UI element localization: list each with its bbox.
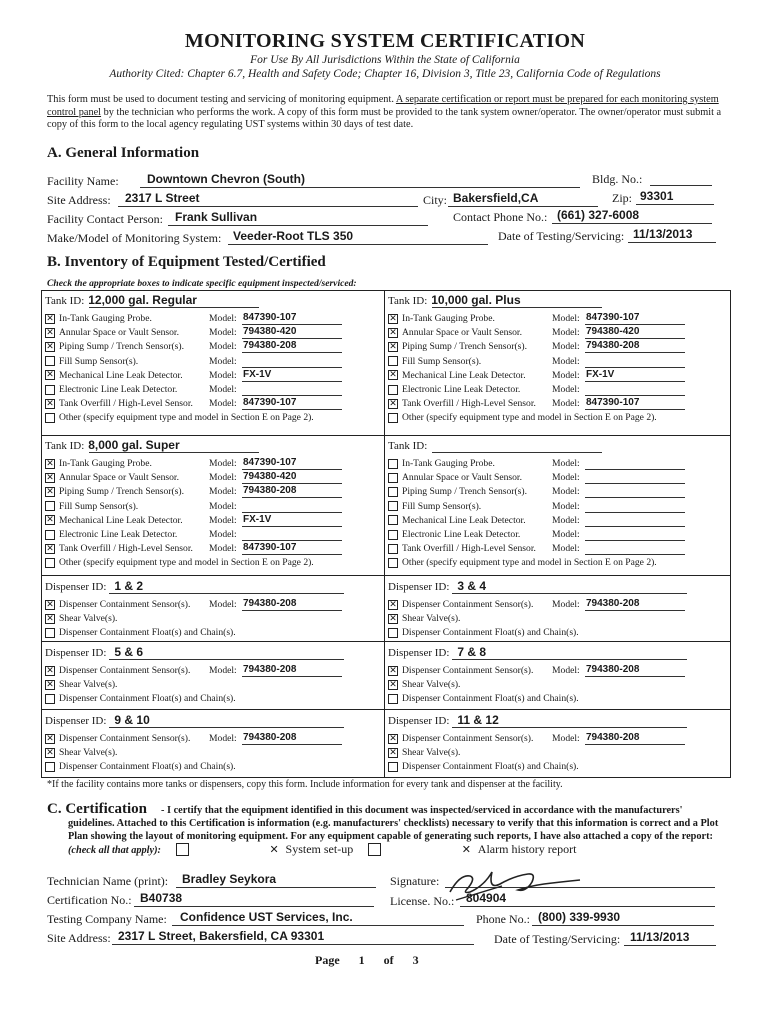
tank-item-row[interactable] [388,341,527,352]
option-alarm-history[interactable] [368,843,577,856]
checkbox-empty-icon[interactable] [45,530,55,540]
model-label: Model: [552,543,580,555]
checkbox-empty-icon[interactable] [388,459,398,469]
model-value[interactable]: 794380-208 [243,664,297,675]
tank-item-row[interactable] [45,327,179,338]
dispenser-item-label: Shear Valve(s). [59,679,118,690]
model-label: Model: [552,327,580,339]
dispenser-item-row[interactable] [388,733,533,744]
checkbox-checked-icon[interactable]: ✕ [46,327,54,338]
tank-item-label: In-Tank Gauging Probe. [59,458,152,469]
model-label: Model: [209,599,237,610]
tank-item-label: Fill Sump Sensor(s). [59,355,139,367]
model-label: Model: [552,733,580,744]
checkbox-checked-icon[interactable]: ✕ [46,599,54,610]
model-value[interactable]: 794380-420 [243,471,297,483]
tank-item-label: Fill Sump Sensor(s). [402,500,482,512]
checkbox-empty-icon[interactable] [45,356,55,366]
tank-item-row[interactable] [388,557,657,568]
dispenser-item-row[interactable] [45,761,236,772]
model-label: Model: [209,458,237,469]
tank-item-label: In-Tank Gauging Probe. [59,313,152,324]
company-phone-label: Phone No.: [476,912,530,926]
section-b-heading: B. Inventory of Equipment Tested/Certified [47,254,326,270]
model-label: Model: [552,500,580,512]
checkbox-checked-icon[interactable]: ✕ [389,665,397,676]
contact-phone-value[interactable]: (661) 327-6008 [557,208,640,222]
zip-label: Zip: [612,191,632,205]
facility-name-label: Facility Name: [47,174,119,188]
dispenser-item-row[interactable] [388,693,579,704]
dispenser-item-label: Dispenser Containment Sensor(s). [402,665,534,676]
model-label: Model: [552,398,580,410]
dispenser-id-value[interactable]: 11 & 12 [457,713,499,727]
tank-item-row[interactable] [45,313,152,324]
tank-id-value[interactable]: 10,000 gal. Plus [431,293,521,307]
tank-item-row[interactable] [388,543,536,554]
check-all-note: (check all that apply): [68,845,161,856]
checkbox-checked-icon[interactable]: ✕ [389,341,397,352]
model-label: Model: [552,458,580,469]
tank-item-label: Other (specify equipment type and model in Section E on Page 2). [59,557,314,569]
checkbox-empty-icon[interactable] [388,694,398,704]
tank-item-label: Other (specify equipment type and model in Section E on Page 2). [402,412,657,424]
city-value[interactable]: Bakersfield,CA [453,191,539,205]
model-value[interactable]: 847390-107 [586,312,640,323]
tank-id-label: Tank ID: [45,440,85,452]
tank-item-label: Tank Overfill / High-Level Sensor. [402,543,536,555]
model-value[interactable]: 847390-107 [243,397,297,409]
checkbox-checked-icon[interactable]: ✕ [389,747,397,758]
checkbox-checked-icon[interactable]: ✕ [46,341,54,352]
tank-item-label: Mechanical Line Leak Detector. [59,514,183,526]
tank-item-row[interactable] [388,313,495,324]
license-label: License. No.: [390,894,455,908]
dispenser-id-label: Dispenser ID: [388,715,450,727]
site-address-label: Site Address: [47,193,111,207]
checkbox-checked-icon[interactable]: ✕ [389,599,397,610]
checkbox-checked-icon[interactable]: ✕ [46,313,54,324]
tank-id-value[interactable]: 12,000 gal. Regular [88,293,197,307]
city-label: City: [423,193,448,207]
tank-item-label: Other (specify equipment type and model in Section E on Page 2). [59,412,314,424]
tank-id-1 [45,293,197,307]
facility-name-value[interactable]: Downtown Chevron (South) [147,172,305,186]
tank-item-label: Annular Space or Vault Sensor. [402,472,522,484]
checkbox-empty-icon[interactable] [388,385,398,395]
checkbox-checked-icon[interactable]: ✕ [46,472,54,483]
model-value[interactable]: 847390-107 [243,542,297,554]
tank-item-label: Fill Sump Sensor(s). [402,355,482,367]
page-number: 1 [358,953,365,967]
tank-id-value[interactable]: 8,000 gal. Super [88,438,180,452]
model-label: Model: [552,514,580,526]
checkbox-empty-icon[interactable] [388,487,398,497]
of-label: of [383,953,394,967]
model-label: Model: [209,384,237,395]
dispenser-id-value[interactable]: 7 & 8 [457,645,487,659]
model-value[interactable]: 847390-107 [586,397,640,409]
dispenser-item-label: Dispenser Containment Float(s) and Chain(s). [402,693,579,704]
model-label: Model: [209,733,237,744]
intro-paragraph [47,94,727,132]
dispenser-item-label: Shear Valve(s). [59,613,118,624]
dispenser-item-label: Shear Valve(s). [402,613,461,624]
checkbox-checked-icon[interactable]: ✕ [46,458,54,469]
checkbox-empty-icon[interactable] [388,558,398,568]
model-label: Model: [552,369,580,381]
cert-no-label: Certification No.: [47,893,132,907]
model-label: Model: [209,398,237,410]
checkbox-empty-icon[interactable] [388,473,398,483]
signature-image [440,862,590,904]
company-date-value[interactable]: 11/13/2013 [630,930,690,944]
tank-item-label: Tank Overfill / High-Level Sensor. [402,398,536,410]
dispenser-item-label: Shear Valve(s). [402,679,461,690]
tank-item-row[interactable] [388,501,481,512]
company-site-label: Site Address: [47,931,111,945]
checkbox-checked-icon[interactable]: ✕ [46,486,54,497]
dispenser-item-row[interactable] [45,599,190,610]
model-value[interactable]: 794380-208 [243,340,297,352]
model-value[interactable]: FX-1V [243,368,272,380]
model-value[interactable]: 794380-208 [586,598,640,609]
dispenser-item-row[interactable] [45,747,117,758]
dispenser-item-label: Dispenser Containment Float(s) and Chain(s). [59,761,236,772]
tank-item-label: In-Tank Gauging Probe. [402,313,495,324]
model-label: Model: [209,529,237,540]
checkbox-empty-icon[interactable] [388,515,398,525]
tank-item-row[interactable] [45,341,184,352]
model-label: Model: [209,327,237,339]
tank-item-label: Mechanical Line Leak Detector. [59,369,183,381]
checkbox-empty-icon[interactable] [45,762,55,772]
tank-id-label: Tank ID: [388,295,428,307]
model-value[interactable]: 794380-420 [586,326,640,338]
model-value[interactable]: 794380-420 [243,326,297,338]
tank-item-row[interactable] [388,398,536,409]
make-model-value[interactable]: Veeder-Root TLS 350 [233,229,354,243]
tank-item-row[interactable] [388,384,520,395]
tank-item-label: Piping Sump / Trench Sensor(s). [59,486,184,498]
tank-item-row[interactable] [45,384,177,395]
model-label: Model: [209,355,237,367]
checkbox-checked-icon[interactable]: ✕ [368,843,381,856]
dispenser-item-row[interactable] [388,613,460,624]
model-value[interactable]: 794380-208 [586,340,640,352]
signature-label: Signature: [390,874,440,888]
dispenser-item-row[interactable] [388,599,533,610]
model-label: Model: [552,355,580,367]
checkbox-checked-icon[interactable]: ✕ [389,679,397,690]
tank-id-label: Tank ID: [388,440,428,452]
model-label: Model: [552,313,580,324]
checkbox-empty-icon[interactable] [45,385,55,395]
checkbox-checked-icon[interactable]: ✕ [46,665,54,676]
checkbox-checked-icon[interactable]: ✕ [176,843,189,856]
model-label: Model: [552,665,580,676]
form-title: MONITORING SYSTEM CERTIFICATION [184,30,586,52]
contact-value[interactable]: Frank Sullivan [175,210,258,224]
model-label: Model: [552,472,580,484]
checkbox-empty-icon[interactable] [45,694,55,704]
checkbox-checked-icon[interactable]: ✕ [389,313,397,324]
certification-statement: - I certify that the equipment identified in this document was inspected/serviced in accordance with the manufacturers' guidelines. Attached to this Certification is information (e.g. manufacturers' checklists) necessary to verify that this information is correct and a Plot Plan showing the layout of monitoring equipment. For any equipment capable of generating such reports, I have also attached a copy of the report: [68,805,719,842]
model-label: Model: [552,341,580,353]
model-value[interactable]: FX-1V [243,513,272,525]
checkbox-empty-icon[interactable] [388,413,398,423]
checkbox-empty-icon[interactable] [45,558,55,568]
tank-item-row[interactable] [45,472,179,483]
checkbox-checked-icon[interactable]: ✕ [46,515,54,526]
dispenser-id-label: Dispenser ID: [388,647,450,659]
checkbox-empty-icon[interactable] [45,413,55,423]
tech-label: Technician Name (print): [47,874,169,888]
company-site-value[interactable]: 2317 L Street, Bakersfield, CA 93301 [118,929,325,943]
tank-item-row[interactable] [45,458,152,469]
dispenser-id-value[interactable]: 5 & 6 [114,645,144,659]
checkbox-empty-icon[interactable] [388,762,398,772]
tank-id-label: Tank ID: [45,295,85,307]
company-phone-value[interactable]: (800) 339-9930 [538,910,621,924]
zip-value[interactable]: 93301 [640,189,674,203]
date-value[interactable]: 11/13/2013 [633,227,693,241]
date-label: Date of Testing/Servicing: [498,229,625,243]
model-value[interactable]: FX-1V [586,368,615,380]
dispenser-id-label: Dispenser ID: [388,581,450,593]
tank-id-4 [388,438,431,452]
tank-item-label: Annular Space or Vault Sensor. [402,327,522,339]
dispenser-id-value[interactable]: 1 & 2 [114,579,144,593]
company-date-label: Date of Testing/Servicing: [494,932,621,946]
tank-item-label: Annular Space or Vault Sensor. [59,327,179,339]
model-value[interactable]: 847390-107 [243,312,297,323]
dispenser-item-label: Dispenser Containment Sensor(s). [402,733,534,744]
tank-item-label: Electronic Line Leak Detector. [59,384,178,395]
tank-item-row[interactable] [45,515,183,526]
dispenser-item-row[interactable] [45,679,117,690]
tank-item-label: Fill Sump Sensor(s). [59,500,139,512]
tank-item-label: Tank Overfill / High-Level Sensor. [59,543,193,555]
authority-cited: Authority Cited: Chapter 6.7, Health and Safety Code; Chapter 16, Division 3, Title 23, California Code of Regulations [109,68,661,80]
tank-id-3 [45,438,180,452]
page-total: 3 [412,953,419,967]
bldg-label: Bldg. No.: [592,172,643,186]
intro-part1: This form must be used to document testing and servicing of monitoring equipment. [47,94,396,105]
dispenser-item-row[interactable] [45,693,236,704]
dispenser-item-label: Shear Valve(s). [59,747,118,758]
tank-item-label: Mechanical Line Leak Detector. [402,514,526,526]
dispenser-item-row[interactable] [45,627,236,638]
tank-item-row[interactable] [45,486,184,497]
tank-item-row[interactable] [388,370,526,381]
tank-item-label: Annular Space or Vault Sensor. [59,472,179,484]
tank-item-row[interactable] [45,412,314,423]
dispenser-item-label: Dispenser Containment Sensor(s). [402,599,534,610]
model-label: Model: [209,665,237,676]
section-a-heading: A. General Information [47,145,200,161]
dispenser-item-label: Dispenser Containment Float(s) and Chain(s). [402,761,579,772]
dispenser-id-6 [388,713,499,727]
model-label: Model: [209,514,237,526]
dispenser-item-label: Dispenser Containment Sensor(s). [59,665,191,676]
dispenser-id-1 [45,579,143,593]
dispenser-id-2 [388,579,486,593]
model-value[interactable]: 794380-208 [586,664,640,675]
checkbox-empty-icon[interactable] [388,544,398,554]
checkbox-empty-icon[interactable] [388,628,398,638]
tank-item-row[interactable] [388,356,481,367]
dispenser-item-row[interactable] [45,613,117,624]
tank-item-row[interactable] [388,515,526,526]
dispenser-item-row[interactable] [388,665,533,676]
checkbox-checked-icon[interactable]: ✕ [46,733,54,744]
checkbox-empty-icon[interactable] [388,501,398,511]
dispenser-id-5 [45,713,150,727]
checkbox-checked-icon[interactable]: ✕ [389,370,397,381]
checkbox-checked-icon[interactable]: ✕ [46,679,54,690]
model-label: Model: [209,472,237,484]
dispenser-id-value[interactable]: 9 & 10 [114,713,150,727]
model-value[interactable]: 794380-208 [243,598,297,609]
dispenser-item-row[interactable] [388,747,460,758]
company-value[interactable]: Confidence UST Services, Inc. [180,910,353,924]
contact-label: Facility Contact Person: [47,212,163,226]
checkbox-checked-icon[interactable]: ✕ [389,733,397,744]
tech-value[interactable]: Bradley Seykora [182,872,277,886]
model-label: Model: [209,341,237,353]
make-model-label: Make/Model of Monitoring System: [47,231,222,245]
tank-item-row[interactable] [45,543,193,554]
model-value[interactable]: 847390-107 [243,457,297,468]
section-b-instruction: Check the appropriate boxes to indicate specific equipment inspected/serviced: [47,278,357,289]
tank-item-label: In-Tank Gauging Probe. [402,458,495,469]
tank-item-row[interactable] [388,486,527,497]
section-c-heading: C. Certification [47,801,147,817]
intro-part2: by the technician who performs the work. A copy of this form must be provided to the tank system owner/operator. The owner/operator must submit a copy of this form to the local agency regulating UST systems within 30 days of test date. [47,106,722,130]
model-label: Model: [552,529,580,540]
option2-label: Alarm history report [477,842,577,856]
tank-item-label: Tank Overfill / High-Level Sensor. [59,398,193,410]
tank-item-row[interactable] [45,398,193,409]
dispenser-id-value[interactable]: 3 & 4 [457,579,487,593]
checkbox-checked-icon[interactable]: ✕ [46,747,54,758]
model-label: Model: [552,384,580,395]
dispenser-id-label: Dispenser ID: [45,581,107,593]
checkbox-checked-icon[interactable]: ✕ [46,370,54,381]
model-label: Model: [209,313,237,324]
tank-item-row[interactable] [388,327,522,338]
cert-no-value[interactable]: B40738 [140,891,183,905]
dispenser-id-label: Dispenser ID: [45,715,107,727]
dispenser-item-row[interactable] [388,627,579,638]
form-subtitle: For Use By All Jurisdictions Within the State of California [250,54,520,66]
model-label: Model: [209,486,237,498]
footnote: *If the facility contains more tanks or dispensers, copy this form. Include information for every tank and dispenser at the facility. [47,779,563,790]
tank-item-label: Electronic Line Leak Detector. [402,384,521,395]
dispenser-item-label: Dispenser Containment Float(s) and Chain(s). [59,693,236,704]
model-label: Model: [209,369,237,381]
tank-item-label: Electronic Line Leak Detector. [59,529,178,540]
tank-item-label: Piping Sump / Trench Sensor(s). [402,341,527,353]
dispenser-item-row[interactable] [388,679,460,690]
tank-item-label: Mechanical Line Leak Detector. [402,369,526,381]
tank-item-row[interactable] [45,529,177,540]
checkbox-checked-icon[interactable]: ✕ [389,327,397,338]
dispenser-id-4 [388,645,486,659]
model-label: Model: [552,599,580,610]
tank-item-row[interactable] [45,557,314,568]
dispenser-item-row[interactable] [45,665,190,676]
intro-underlined: A separate certification or report must be prepared for each monitoring system control panel [47,94,719,118]
tank-item-label: Other (specify equipment type and model in Section E on Page 2). [402,557,657,569]
checkbox-checked-icon[interactable]: ✕ [46,613,54,624]
model-value[interactable]: 794380-208 [243,732,297,743]
site-address-value[interactable]: 2317 L Street [125,191,200,205]
dispenser-item-label: Dispenser Containment Float(s) and Chain(s). [402,627,579,638]
model-label: Model: [209,543,237,555]
tank-item-row[interactable] [45,370,183,381]
dispenser-id-3 [45,645,143,659]
dispenser-id-label: Dispenser ID: [45,647,107,659]
certification-text [68,804,728,857]
page-indicator [315,953,419,968]
tank-id-2 [388,293,521,307]
tank-item-label: Piping Sump / Trench Sensor(s). [59,341,184,353]
company-label: Testing Company Name: [47,912,167,926]
option-system-setup[interactable] [176,843,354,856]
model-value[interactable]: 794380-208 [586,732,640,743]
checkbox-checked-icon[interactable]: ✕ [389,613,397,624]
dispenser-item-row[interactable] [388,761,579,772]
license-value[interactable]: 804904 [466,891,507,905]
model-value[interactable]: 794380-208 [243,485,297,497]
tank-item-label: Piping Sump / Trench Sensor(s). [402,486,527,498]
page-label: Page [315,953,340,967]
contact-phone-label: Contact Phone No.: [453,210,548,224]
tank-item-row[interactable] [45,501,138,512]
model-label: Model: [209,500,237,512]
checkbox-checked-icon[interactable]: ✕ [389,398,397,409]
tank-item-row[interactable] [388,458,495,469]
tank-item-row[interactable] [388,529,520,540]
dispenser-item-label: Shear Valve(s). [402,747,461,758]
tank-item-row[interactable] [388,412,657,423]
dispenser-item-label: Dispenser Containment Sensor(s). [59,599,191,610]
dispenser-item-row[interactable] [45,733,190,744]
checkbox-empty-icon[interactable] [388,530,398,540]
model-label: Model: [552,486,580,498]
checkbox-empty-icon[interactable] [45,628,55,638]
checkbox-checked-icon[interactable]: ✕ [46,398,54,409]
tank-item-row[interactable] [388,472,522,483]
tank-item-row[interactable] [45,356,138,367]
checkbox-empty-icon[interactable] [388,356,398,366]
option1-label: System set-up [285,842,354,856]
checkbox-empty-icon[interactable] [45,501,55,511]
tank-item-label: Electronic Line Leak Detector. [402,529,521,540]
dispenser-item-label: Dispenser Containment Sensor(s). [59,733,191,744]
dispenser-item-label: Dispenser Containment Float(s) and Chain(s). [59,627,236,638]
checkbox-checked-icon[interactable]: ✕ [46,543,54,554]
